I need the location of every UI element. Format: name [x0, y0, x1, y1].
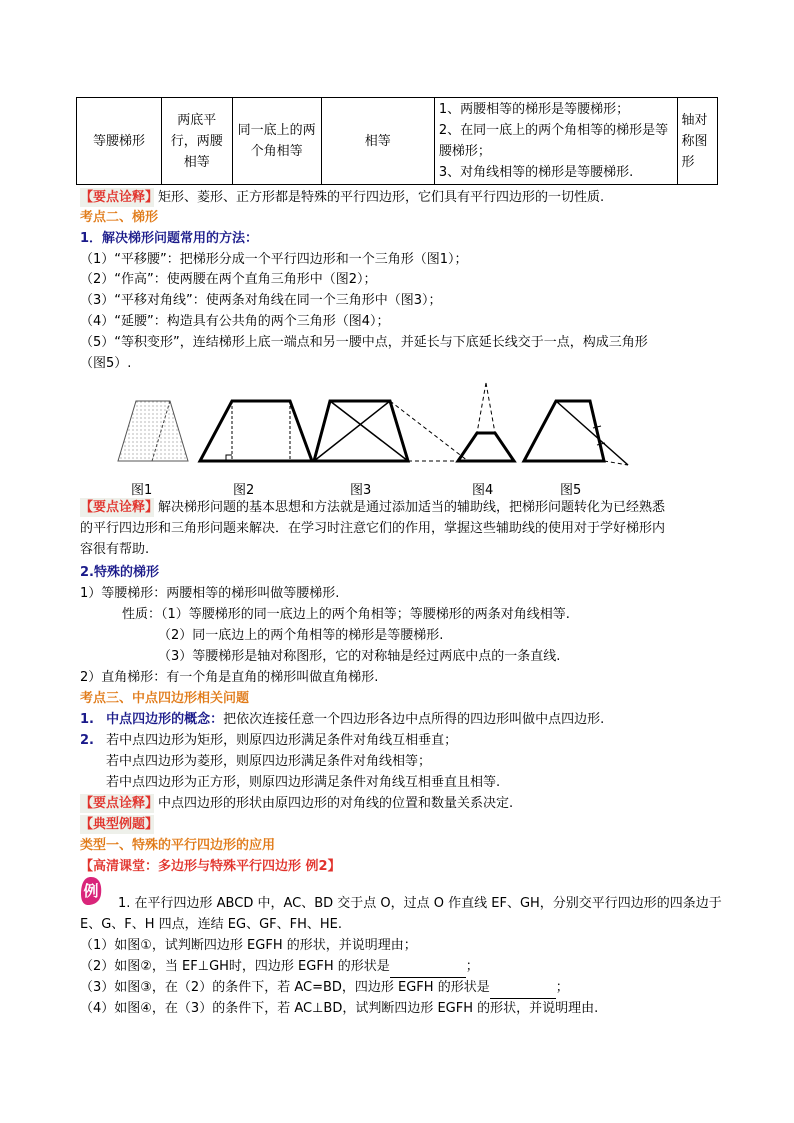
note-tag: 【要点诠释】: [80, 190, 159, 205]
property-1: 性质：（1）等腰梯形的同一底边上的两个角相等；等腰梯形的两条对角线相等.: [122, 607, 570, 622]
property-3: （3）等腰梯形是轴对称图形，它的对称轴是经过两底中点的一条直线.: [158, 649, 561, 664]
note-2-line-3: 容很有帮助.: [80, 542, 150, 557]
note-text: 矩形、菱形、正方形都是特殊的平行四边形，它们具有平行四边形的一切性质.: [158, 190, 605, 205]
midpoint-rule-2: 若中点四边形为菱形，则原四边形满足条件对角线相等；: [106, 754, 432, 769]
question-end: ；: [465, 959, 479, 974]
judgment-3: 3、对角线相等的梯形是等腰梯形.: [438, 165, 634, 180]
question-part-2: [80, 957, 479, 978]
type-title: 类型一、特殊的平行四边形的应用: [80, 838, 276, 853]
note-3: [80, 794, 513, 814]
item-number: 2.: [80, 733, 94, 748]
judgment-2: 2、在同一底上的两个角相等的梯形是等腰梯形；: [438, 123, 669, 159]
method-1: （1）“平移腰”：把梯形分成一个平行四边形和一个三角形（图1）；: [80, 252, 468, 267]
figure-3-shape: [314, 401, 468, 461]
method-5: （5）“等积变形”，连结梯形上底一端点和另一腰中点，并延长与下底延长线交于一点，构成三角形: [80, 335, 648, 350]
figure-5-label: 图5: [560, 483, 582, 498]
subsection-title: 1．解决梯形问题常用的方法：: [80, 231, 259, 246]
rule-text: 若中点四边形为矩形，则原四边形满足条件对角线互相垂直；: [106, 733, 458, 748]
question-text: （3）如图③，在（2）的条件下，若 AC=BD，四边形 EGFH 的形状是: [80, 980, 490, 995]
example-badge-label: 例: [83, 882, 99, 900]
question-line-2: E、G、F、H 四点，连结 EG、GF、FH、HE.: [80, 917, 343, 932]
note-2-line-1: [80, 498, 665, 518]
figure-2-shape: [200, 401, 312, 461]
right-trapezoid-definition: 2）直角梯形：有一个角是直角的梯形叫做直角梯形.: [80, 670, 379, 685]
figure-4-label: 图4: [472, 483, 494, 498]
question-end: ；: [555, 980, 569, 995]
angles-cell: 同一底上的两个角相等: [232, 98, 321, 185]
sides-cell: 两底平行，两腰相等: [161, 98, 232, 185]
example-badge-icon: [80, 876, 102, 906]
diagonals-cell: 相等: [321, 98, 434, 185]
method-4: （4）“延腰”：构造具有公共角的两个三角形（图4）；: [80, 314, 390, 329]
question-line-1: 1. 在平行四边形 ABCD 中，AC、BD 交于点 O，过点 O 作直线 EF、GH，分别交平行四边形的四条边于: [118, 896, 722, 911]
concept-text: 把依次连接任意一个四边形各边中点所得的四边形叫做中点四边形.: [223, 712, 605, 727]
properties-table: [76, 97, 718, 185]
midpoint-rule-3: 若中点四边形为正方形，则原四边形满足条件对角线互相垂直且相等.: [106, 775, 501, 790]
question-part-3: [80, 978, 569, 999]
figure-1-shape: [118, 401, 188, 461]
figure-5-shape: [524, 401, 628, 465]
method-2: （2）“作高”：使两腰在两个直角三角形中（图2）；: [80, 272, 377, 287]
figure-2-label: 图2: [233, 483, 255, 498]
judgments-cell: [434, 98, 677, 185]
figure-3-label: 图3: [350, 483, 372, 498]
note-2-line-2: 的平行四边形和三角形问题来解决．在学习时注意它们的作用，掌握这些辅助线的使用对于学好梯形内: [80, 521, 666, 536]
note-tag: 【要点诠释】: [80, 500, 159, 515]
note-text: 中点四边形的形状由原四边形的对角线的位置和数量关系决定.: [158, 796, 514, 811]
symmetry-cell: 轴对称图形: [677, 98, 717, 185]
answer-blank[interactable]: [390, 957, 466, 978]
item-number: 1.: [80, 712, 94, 727]
section-title: 考点二、梯形: [80, 210, 159, 225]
figure-1-label: 图1: [131, 483, 153, 498]
method-5-cont: （图5）.: [80, 356, 132, 371]
property-2: （2）同一底边上的两个角相等的梯形是等腰梯形.: [158, 628, 444, 643]
examples-tag: 【典型例题】: [80, 817, 159, 832]
question-text: （2）如图②，当 EF⊥GH时，四边形 EGFH 的形状是: [80, 959, 390, 974]
section-title: 考点三、中点四边形相关问题: [80, 691, 250, 706]
trapezoid-figures: [112, 381, 634, 467]
note-tag: 【要点诠释】: [80, 796, 159, 811]
figure-4-shape: [458, 383, 514, 461]
question-part-1: （1）如图①，试判断四边形 EGFH 的形状，并说明理由；: [80, 938, 417, 953]
shape-name-cell: 等腰梯形: [77, 98, 162, 185]
table-row: [77, 98, 718, 185]
isosceles-definition: 1）等腰梯形：两腰相等的梯形叫做等腰梯形.: [80, 586, 340, 601]
midpoint-concept: [80, 710, 604, 730]
concept-label: 中点四边形的概念：: [106, 712, 224, 727]
note-1: [80, 188, 604, 208]
judgment-1: 1、两腰相等的梯形是等腰梯形；: [438, 102, 630, 117]
method-3: （3）“平移对角线”：使两条对角线在同一个三角形中（图3）；: [80, 293, 442, 308]
note-text: 解决梯形问题的基本思想和方法就是通过添加适当的辅助线，把梯形问题转化为已经熟悉: [158, 500, 666, 515]
answer-blank[interactable]: [490, 978, 556, 999]
subsection-title: 2.特殊的梯形: [80, 565, 159, 580]
class-tag: 【高清课堂：多边形与特殊平行四边形 例2】: [80, 859, 341, 874]
question-part-4: （4）如图④，在（3）的条件下，若 AC⊥BD，试判断四边形 EGFH 的形状，并说明理由.: [80, 1001, 599, 1016]
midpoint-rule-1: [80, 731, 457, 751]
